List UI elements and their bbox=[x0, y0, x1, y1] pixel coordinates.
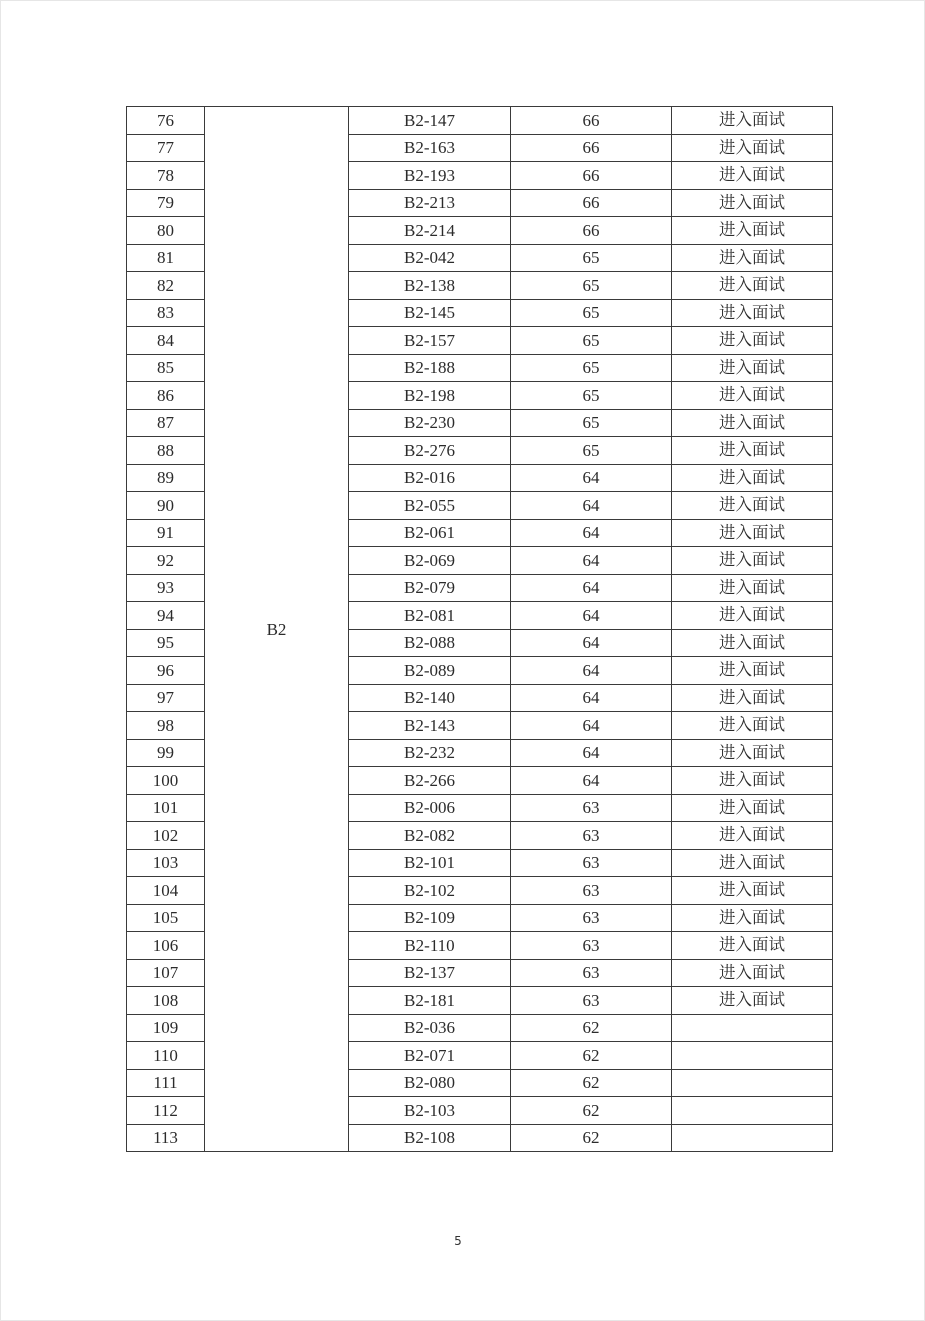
score-cell: 62 bbox=[511, 1042, 672, 1070]
result-cell: 进入面试 bbox=[672, 877, 833, 905]
candidate-id-cell: B2-213 bbox=[349, 189, 511, 217]
score-cell: 62 bbox=[511, 1014, 672, 1042]
result-cell: 进入面试 bbox=[672, 354, 833, 382]
candidate-id-cell: B2-193 bbox=[349, 162, 511, 190]
score-cell: 64 bbox=[511, 547, 672, 575]
candidate-id-cell: B2-145 bbox=[349, 299, 511, 327]
score-cell: 63 bbox=[511, 904, 672, 932]
row-number-cell: 96 bbox=[127, 657, 205, 685]
row-number-cell: 87 bbox=[127, 409, 205, 437]
candidate-id-cell: B2-110 bbox=[349, 932, 511, 960]
score-cell: 64 bbox=[511, 602, 672, 630]
score-cell: 63 bbox=[511, 849, 672, 877]
row-number-cell: 89 bbox=[127, 464, 205, 492]
candidate-id-cell: B2-055 bbox=[349, 492, 511, 520]
score-cell: 64 bbox=[511, 629, 672, 657]
result-cell: 进入面试 bbox=[672, 409, 833, 437]
candidate-id-cell: B2-230 bbox=[349, 409, 511, 437]
row-number-cell: 112 bbox=[127, 1097, 205, 1125]
row-number-cell: 80 bbox=[127, 217, 205, 245]
result-cell: 进入面试 bbox=[672, 657, 833, 685]
score-cell: 65 bbox=[511, 327, 672, 355]
candidate-id-cell: B2-101 bbox=[349, 849, 511, 877]
score-cell: 65 bbox=[511, 244, 672, 272]
score-cell: 65 bbox=[511, 382, 672, 410]
result-cell: 进入面试 bbox=[672, 987, 833, 1015]
score-cell: 65 bbox=[511, 437, 672, 465]
score-cell: 62 bbox=[511, 1069, 672, 1097]
candidate-id-cell: B2-143 bbox=[349, 712, 511, 740]
score-cell: 65 bbox=[511, 354, 672, 382]
candidate-id-cell: B2-181 bbox=[349, 987, 511, 1015]
page-number: 5 bbox=[454, 1234, 462, 1248]
result-cell: 进入面试 bbox=[672, 189, 833, 217]
candidate-id-cell: B2-108 bbox=[349, 1124, 511, 1152]
row-number-cell: 98 bbox=[127, 712, 205, 740]
row-number-cell: 76 bbox=[127, 107, 205, 135]
score-cell: 64 bbox=[511, 739, 672, 767]
table-row bbox=[127, 107, 833, 135]
row-number-cell: 77 bbox=[127, 134, 205, 162]
candidate-id-cell: B2-214 bbox=[349, 217, 511, 245]
score-cell: 63 bbox=[511, 959, 672, 987]
score-cell: 64 bbox=[511, 657, 672, 685]
score-cell: 64 bbox=[511, 684, 672, 712]
result-cell: 进入面试 bbox=[672, 272, 833, 300]
row-number-cell: 106 bbox=[127, 932, 205, 960]
candidate-id-cell: B2-157 bbox=[349, 327, 511, 355]
row-number-cell: 100 bbox=[127, 767, 205, 795]
candidate-id-cell: B2-147 bbox=[349, 107, 511, 135]
score-cell: 64 bbox=[511, 767, 672, 795]
candidate-id-cell: B2-088 bbox=[349, 629, 511, 657]
result-cell: 进入面试 bbox=[672, 464, 833, 492]
row-number-cell: 93 bbox=[127, 574, 205, 602]
score-cell: 65 bbox=[511, 299, 672, 327]
result-cell: 进入面试 bbox=[672, 574, 833, 602]
row-number-cell: 104 bbox=[127, 877, 205, 905]
score-cell: 64 bbox=[511, 712, 672, 740]
score-cell: 64 bbox=[511, 574, 672, 602]
row-number-cell: 94 bbox=[127, 602, 205, 630]
row-number-cell: 113 bbox=[127, 1124, 205, 1152]
result-cell bbox=[672, 1069, 833, 1097]
score-cell: 64 bbox=[511, 519, 672, 547]
row-number-cell: 102 bbox=[127, 822, 205, 850]
row-number-cell: 109 bbox=[127, 1014, 205, 1042]
candidate-id-cell: B2-140 bbox=[349, 684, 511, 712]
result-cell: 进入面试 bbox=[672, 244, 833, 272]
result-cell: 进入面试 bbox=[672, 602, 833, 630]
result-cell: 进入面试 bbox=[672, 849, 833, 877]
score-cell: 62 bbox=[511, 1097, 672, 1125]
score-cell: 66 bbox=[511, 107, 672, 135]
candidate-id-cell: B2-276 bbox=[349, 437, 511, 465]
candidate-id-cell: B2-071 bbox=[349, 1042, 511, 1070]
row-number-cell: 105 bbox=[127, 904, 205, 932]
score-cell: 66 bbox=[511, 134, 672, 162]
row-number-cell: 107 bbox=[127, 959, 205, 987]
row-number-cell: 86 bbox=[127, 382, 205, 410]
result-cell: 进入面试 bbox=[672, 794, 833, 822]
candidate-id-cell: B2-109 bbox=[349, 904, 511, 932]
candidate-id-cell: B2-137 bbox=[349, 959, 511, 987]
candidate-id-cell: B2-103 bbox=[349, 1097, 511, 1125]
row-number-cell: 91 bbox=[127, 519, 205, 547]
result-cell: 进入面试 bbox=[672, 492, 833, 520]
result-cell: 进入面试 bbox=[672, 959, 833, 987]
result-cell: 进入面试 bbox=[672, 767, 833, 795]
row-number-cell: 83 bbox=[127, 299, 205, 327]
result-cell: 进入面试 bbox=[672, 217, 833, 245]
score-cell: 63 bbox=[511, 932, 672, 960]
score-cell: 66 bbox=[511, 217, 672, 245]
score-cell: 63 bbox=[511, 877, 672, 905]
candidate-id-cell: B2-188 bbox=[349, 354, 511, 382]
result-cell: 进入面试 bbox=[672, 162, 833, 190]
candidate-id-cell: B2-006 bbox=[349, 794, 511, 822]
group-cell: B2 bbox=[205, 107, 349, 1152]
result-cell: 进入面试 bbox=[672, 134, 833, 162]
score-cell: 63 bbox=[511, 822, 672, 850]
candidate-id-cell: B2-082 bbox=[349, 822, 511, 850]
result-cell bbox=[672, 1124, 833, 1152]
score-table-body bbox=[127, 107, 833, 1152]
score-cell: 65 bbox=[511, 272, 672, 300]
candidate-id-cell: B2-081 bbox=[349, 602, 511, 630]
result-cell bbox=[672, 1042, 833, 1070]
candidate-id-cell: B2-042 bbox=[349, 244, 511, 272]
row-number-cell: 79 bbox=[127, 189, 205, 217]
score-table bbox=[126, 106, 833, 1152]
result-cell: 进入面试 bbox=[672, 519, 833, 547]
row-number-cell: 97 bbox=[127, 684, 205, 712]
score-cell: 63 bbox=[511, 794, 672, 822]
row-number-cell: 84 bbox=[127, 327, 205, 355]
result-cell: 进入面试 bbox=[672, 437, 833, 465]
result-cell: 进入面试 bbox=[672, 382, 833, 410]
candidate-id-cell: B2-036 bbox=[349, 1014, 511, 1042]
score-cell: 62 bbox=[511, 1124, 672, 1152]
result-cell: 进入面试 bbox=[672, 904, 833, 932]
row-number-cell: 85 bbox=[127, 354, 205, 382]
row-number-cell: 108 bbox=[127, 987, 205, 1015]
candidate-id-cell: B2-138 bbox=[349, 272, 511, 300]
candidate-id-cell: B2-102 bbox=[349, 877, 511, 905]
result-cell: 进入面试 bbox=[672, 712, 833, 740]
result-cell bbox=[672, 1097, 833, 1125]
result-cell bbox=[672, 1014, 833, 1042]
result-cell: 进入面试 bbox=[672, 822, 833, 850]
score-cell: 63 bbox=[511, 987, 672, 1015]
row-number-cell: 95 bbox=[127, 629, 205, 657]
candidate-id-cell: B2-266 bbox=[349, 767, 511, 795]
candidate-id-cell: B2-198 bbox=[349, 382, 511, 410]
candidate-id-cell: B2-232 bbox=[349, 739, 511, 767]
result-cell: 进入面试 bbox=[672, 299, 833, 327]
row-number-cell: 88 bbox=[127, 437, 205, 465]
candidate-id-cell: B2-061 bbox=[349, 519, 511, 547]
score-cell: 64 bbox=[511, 492, 672, 520]
result-cell: 进入面试 bbox=[672, 107, 833, 135]
candidate-id-cell: B2-080 bbox=[349, 1069, 511, 1097]
candidate-id-cell: B2-016 bbox=[349, 464, 511, 492]
score-cell: 66 bbox=[511, 189, 672, 217]
score-cell: 65 bbox=[511, 409, 672, 437]
candidate-id-cell: B2-069 bbox=[349, 547, 511, 575]
row-number-cell: 78 bbox=[127, 162, 205, 190]
result-cell: 进入面试 bbox=[672, 327, 833, 355]
candidate-id-cell: B2-089 bbox=[349, 657, 511, 685]
result-cell: 进入面试 bbox=[672, 629, 833, 657]
row-number-cell: 110 bbox=[127, 1042, 205, 1070]
score-cell: 64 bbox=[511, 464, 672, 492]
result-cell: 进入面试 bbox=[672, 932, 833, 960]
row-number-cell: 81 bbox=[127, 244, 205, 272]
result-cell: 进入面试 bbox=[672, 547, 833, 575]
row-number-cell: 101 bbox=[127, 794, 205, 822]
row-number-cell: 111 bbox=[127, 1069, 205, 1097]
row-number-cell: 82 bbox=[127, 272, 205, 300]
score-cell: 66 bbox=[511, 162, 672, 190]
row-number-cell: 92 bbox=[127, 547, 205, 575]
row-number-cell: 103 bbox=[127, 849, 205, 877]
row-number-cell: 90 bbox=[127, 492, 205, 520]
result-cell: 进入面试 bbox=[672, 684, 833, 712]
result-cell: 进入面试 bbox=[672, 739, 833, 767]
candidate-id-cell: B2-079 bbox=[349, 574, 511, 602]
candidate-id-cell: B2-163 bbox=[349, 134, 511, 162]
row-number-cell: 99 bbox=[127, 739, 205, 767]
